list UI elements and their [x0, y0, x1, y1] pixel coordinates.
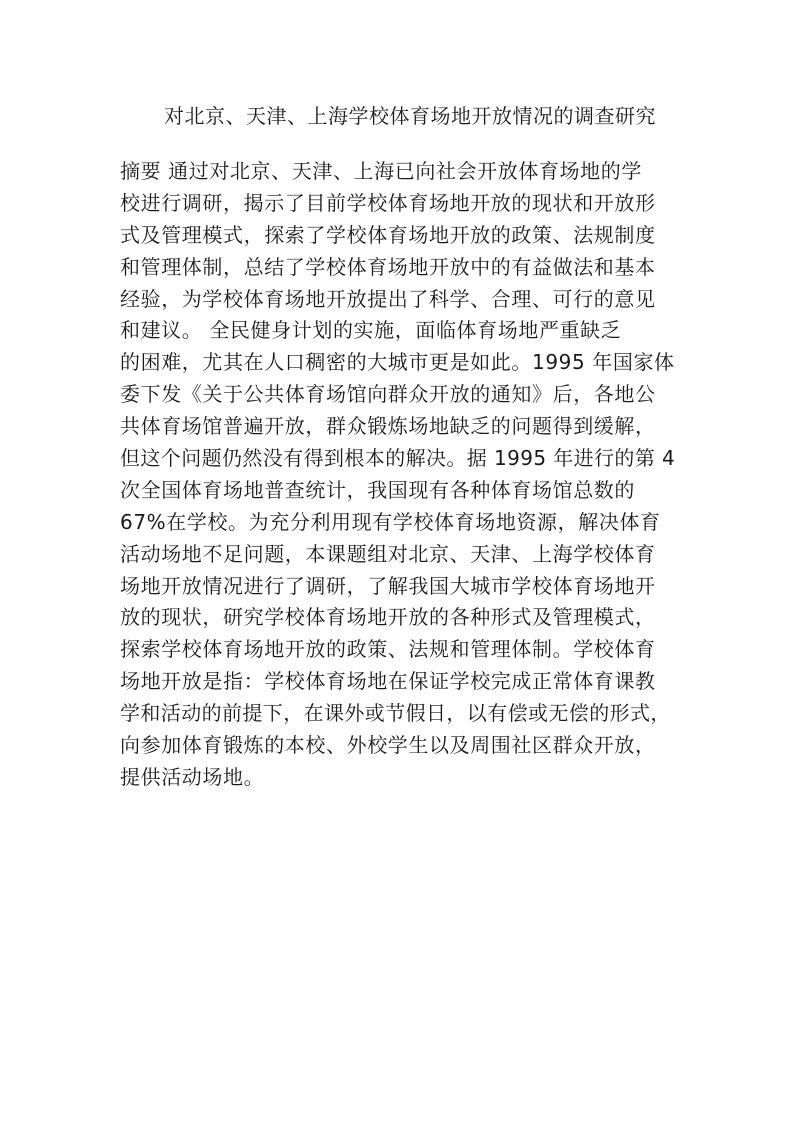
document-body — [120, 156, 675, 794]
body-line-last: 提供活动场地。 — [120, 764, 265, 789]
body-line: 67%在学校。为充分利用现有学校体育场地资源，解决体育 — [120, 509, 661, 534]
body-line: 和管理体制，总结了学校体育场地开放中的有益做法和基本 — [120, 254, 656, 279]
body-line: 场地开放是指：学校体育场地在保证学校完成正常体育课教 — [120, 669, 656, 694]
body-line: 经验，为学校体育场地开放提出了科学、合理、可行的意见 — [120, 286, 656, 311]
body-line: 的困难，尤其在人口稠密的大城市更是如此。1995 年国家体 — [120, 350, 675, 375]
body-line: 次全国体育场地普查统计，我国现有各种体育场馆总数的 — [120, 477, 635, 502]
body-line: 学和活动的前提下，在课外或节假日，以有偿或无偿的形式， — [120, 701, 671, 726]
body-line: 校进行调研，揭示了目前学校体育场地开放的现状和开放形 — [120, 190, 656, 215]
body-line: 但这个问题仍然没有得到根本的解决。据 1995 年进行的第 4 — [120, 446, 676, 471]
body-line: 放的现状，研究学校体育场地开放的各种形式及管理模式， — [120, 605, 656, 630]
body-line: 活动场地不足问题，本课题组对北京、天津、上海学校体育 — [120, 541, 656, 566]
body-line: 委下发《关于公共体育场馆向群众开放的通知》后，各地公 — [120, 382, 656, 407]
body-line: 场地开放情况进行了调研，了解我国大城市学校体育场地开 — [120, 573, 656, 598]
body-line: 探索学校体育场地开放的政策、法规和管理体制。学校体育 — [120, 637, 656, 662]
document-title: 对北京、天津、上海学校体育场地开放情况的调查研究 — [164, 104, 656, 128]
body-line: 式及管理模式，探索了学校体育场地开放的政策、法规制度 — [120, 222, 656, 247]
body-line: 向参加体育锻炼的本校、外校学生以及周围社区群众开放， — [120, 733, 656, 758]
body-line: 和建议。 全民健身计划的实施，面临体育场地严重缺乏 — [120, 318, 622, 343]
body-line: 共体育场馆普遍开放，群众锻炼场地缺乏的问题得到缓解， — [120, 414, 656, 439]
body-line: 摘要 通过对北京、天津、上海已向社会开放体育场地的学 — [120, 159, 642, 183]
